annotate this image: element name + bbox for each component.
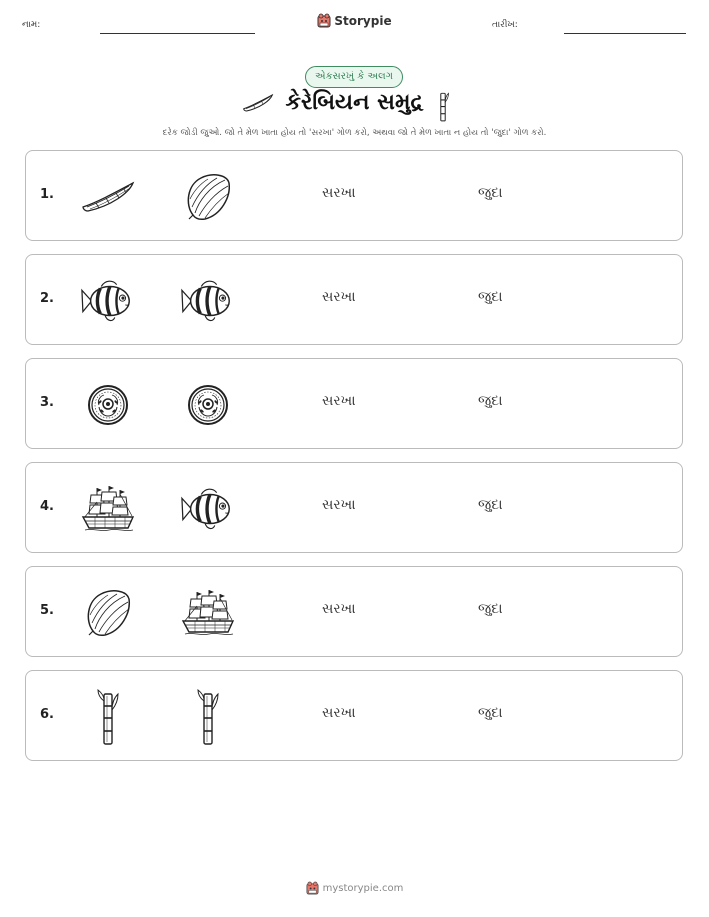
name-line[interactable]: [100, 33, 255, 34]
instructions: દરેક જોડી જુઓ. જો તે મેળ ખાતા હોય તો 'સરખા' ગોળ કરો, અથવા જો તે મેળ ખાતા ન હોય તો 'જુદા' ગોળ કરો.: [162, 128, 547, 138]
footer: [0, 880, 709, 899]
question-number: 3.: [40, 395, 54, 410]
ship-icon: [80, 483, 136, 535]
sugarcane-icon: [436, 90, 450, 126]
sugarcane-icon: [180, 691, 236, 743]
brand-logo: [0, 13, 709, 32]
question-row-2: [25, 254, 683, 345]
brand-name: Storypie: [334, 13, 392, 28]
storypie-logo-icon: [306, 881, 319, 895]
question-number: 6.: [40, 707, 54, 722]
different-option[interactable]: જુદા: [478, 289, 503, 305]
fish-icon: [80, 275, 136, 327]
page-title: કેરેબિયન સમુદ્ર: [285, 90, 424, 115]
same-option[interactable]: સરખા: [322, 185, 356, 201]
footer-url[interactable]: mystorypie.com: [322, 882, 404, 894]
fish-icon: [180, 275, 236, 327]
same-option[interactable]: સરખા: [322, 393, 356, 409]
same-option[interactable]: સરખા: [322, 705, 356, 721]
date-line[interactable]: [564, 33, 686, 34]
date-label: તારીખ:: [492, 20, 518, 30]
different-option[interactable]: જુદા: [478, 705, 503, 721]
nutmeg-icon: [80, 587, 136, 639]
coin-icon: [180, 379, 236, 431]
different-option[interactable]: જુદા: [478, 601, 503, 617]
question-number: 5.: [40, 603, 54, 618]
worksheet-type-badge: એકસરખું કે અલગ: [305, 66, 403, 88]
question-row-1: [25, 150, 683, 241]
same-option[interactable]: સરખા: [322, 497, 356, 513]
question-row-5: [25, 566, 683, 657]
nutmeg-icon: [180, 171, 236, 223]
fish-icon: [180, 483, 236, 535]
question-row-6: [25, 670, 683, 761]
different-option[interactable]: જુદા: [478, 393, 503, 409]
same-option[interactable]: સરખા: [322, 289, 356, 305]
different-option[interactable]: જુદા: [478, 497, 503, 513]
different-option[interactable]: જુદા: [478, 185, 503, 201]
ship-icon: [180, 587, 236, 639]
sugarcane-icon: [80, 691, 136, 743]
name-label: નામ:: [22, 20, 41, 30]
question-number: 2.: [40, 291, 54, 306]
question-number: 4.: [40, 499, 54, 514]
question-number: 1.: [40, 187, 54, 202]
question-row-3: [25, 358, 683, 449]
canoe-icon: [80, 171, 136, 223]
question-row-4: [25, 462, 683, 553]
coin-icon: [80, 379, 136, 431]
same-option[interactable]: સરખા: [322, 601, 356, 617]
storypie-logo-icon: [317, 13, 331, 28]
